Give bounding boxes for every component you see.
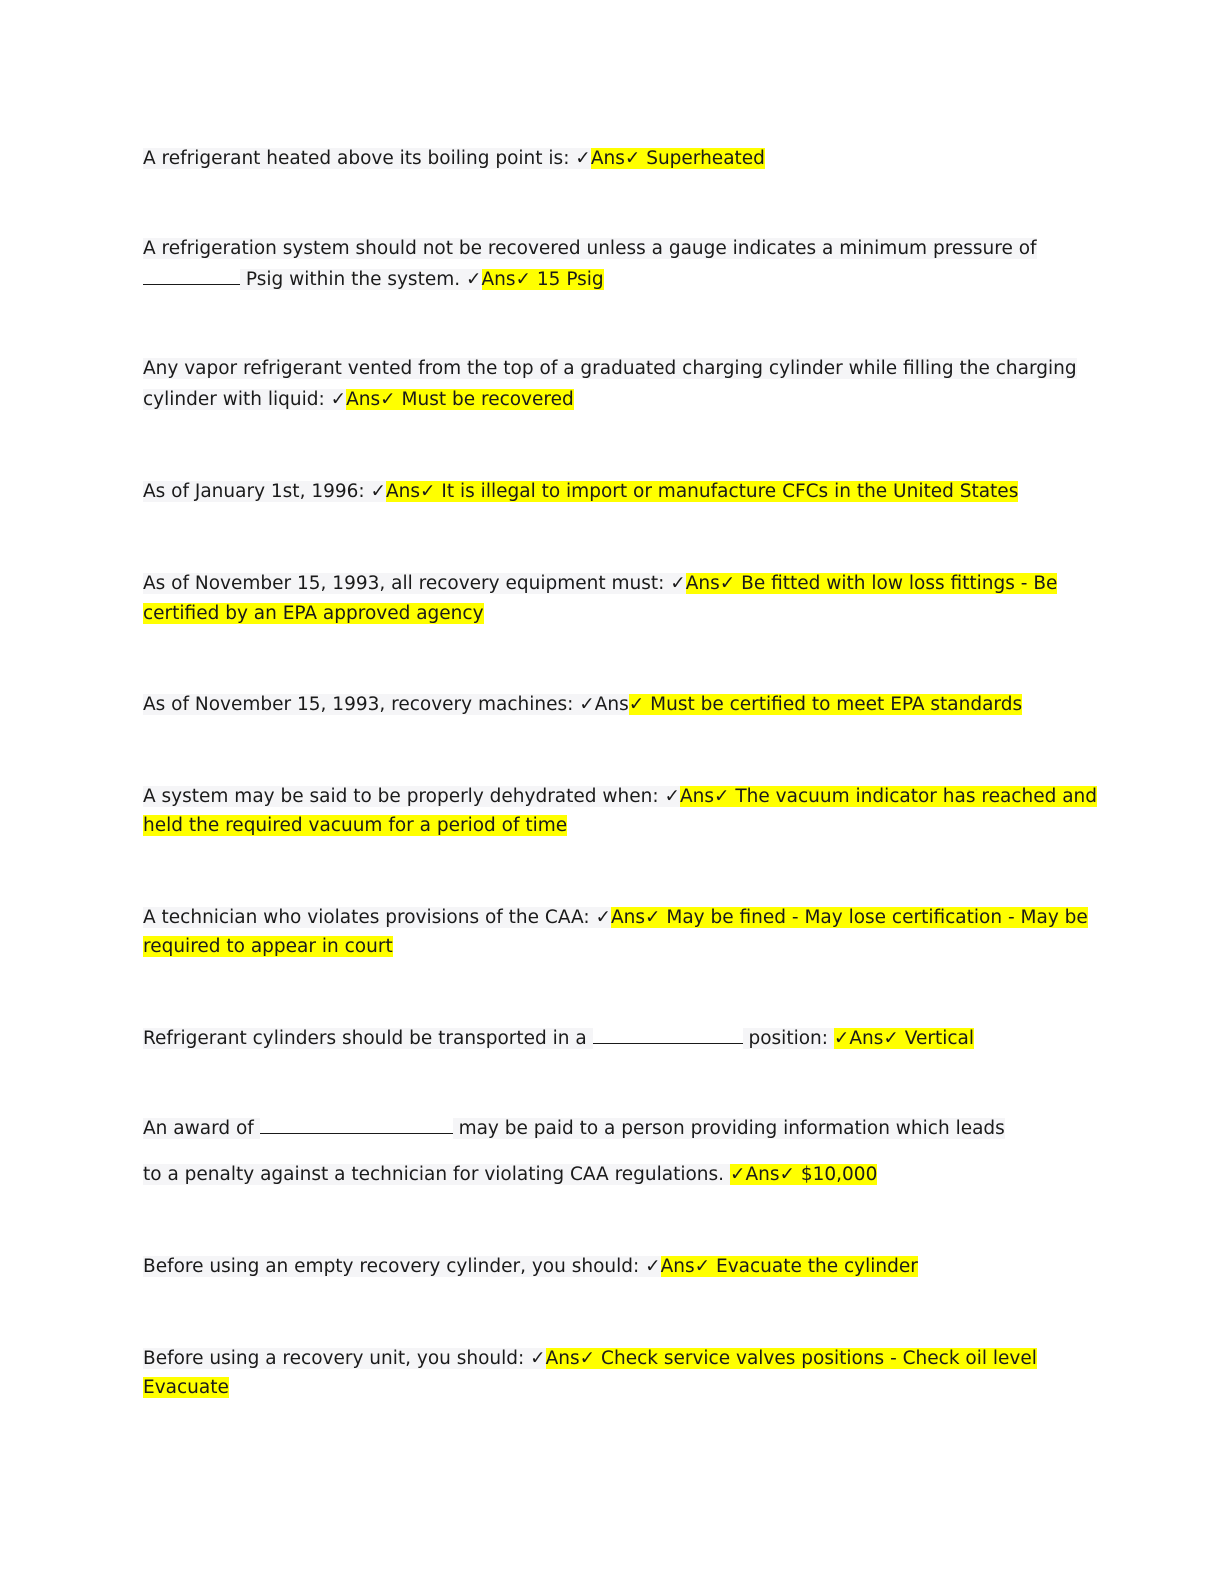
answer-highlight: Ans✓ May be fined - May lose certification - May be [610, 907, 1088, 928]
question-text: As of November 15, 1993, recovery machines: ✓Ans [143, 694, 629, 715]
question-text: As of November 15, 1993, all recovery equipment must: ✓ [143, 573, 686, 594]
question-2-line-2 [143, 264, 604, 294]
question-text: Refrigerant cylinders should be transported in a [143, 1028, 593, 1049]
question-text: Before using an empty recovery cylinder, you should: ✓ [143, 1256, 661, 1277]
question-12-line-2 [143, 1373, 229, 1403]
question-text: Before using a recovery unit, you should: ✓ [143, 1348, 546, 1369]
answer-highlight: held the required vacuum for a period of time [143, 815, 568, 836]
answer-highlight: Ans✓ Must be recovered [346, 389, 574, 410]
question-10-line-1 [143, 1113, 1005, 1143]
question-8-line-2 [143, 932, 393, 962]
answer-highlight: ✓ Must be certified to meet EPA standards [628, 694, 1023, 715]
question-text: A refrigeration system should not be recovered unless a gauge indicates a minimum pressure of [143, 238, 1037, 259]
question-8-line-1 [143, 903, 1088, 933]
question-text: A system may be said to be properly dehydrated when: ✓ [143, 786, 680, 807]
question-text: Psig within the system. ✓ [240, 269, 482, 290]
question-3-line-2 [143, 385, 574, 415]
question-text: cylinder with liquid: ✓ [143, 389, 347, 410]
answer-highlight: Evacuate [143, 1377, 229, 1398]
question-2-line-1 [143, 234, 1037, 264]
question-text: may be paid to a person providing information which leads [452, 1118, 1005, 1139]
answer-highlight: Ans✓ Superheated [590, 148, 765, 169]
question-text: A refrigerant heated above its boiling point is: ✓ [143, 148, 591, 169]
answer-highlight: ✓Ans✓ Vertical [833, 1028, 975, 1049]
answer-highlight: Ans✓ Check service valves positions - Check oil level [545, 1348, 1037, 1369]
question-5-line-2 [143, 599, 484, 629]
question-11 [143, 1252, 918, 1282]
question-7-line-1 [143, 782, 1097, 812]
question-text: Any vapor refrigerant vented from the top of a graduated charging cylinder while filling the charging [143, 358, 1077, 379]
fill-in-blank [260, 1113, 453, 1134]
question-4 [143, 477, 1018, 507]
answer-highlight: Ans✓ The vacuum indicator has reached and [679, 786, 1098, 807]
question-text: position: [742, 1028, 834, 1049]
fill-in-blank [593, 1023, 743, 1044]
answer-highlight: ✓Ans✓ $10,000 [729, 1164, 878, 1185]
answer-highlight: required to appear in court [143, 936, 393, 957]
answer-highlight: Ans✓ Evacuate the cylinder [660, 1256, 918, 1277]
question-text: An award of [143, 1118, 260, 1139]
question-text: A technician who violates provisions of the CAA: ✓ [143, 907, 611, 928]
question-6 [143, 690, 1022, 720]
answer-highlight: Ans✓ 15 Psig [481, 269, 604, 290]
question-12-line-1 [143, 1344, 1037, 1374]
answer-highlight: Ans✓ It is illegal to import or manufacture CFCs in the United States [386, 481, 1019, 502]
question-text: As of January 1st, 1996: ✓ [143, 481, 387, 502]
question-5-line-1 [143, 569, 1057, 599]
question-text: to a penalty against a technician for violating CAA regulations. [143, 1164, 730, 1185]
answer-highlight: Ans✓ Be fitted with low loss fittings - Be [685, 573, 1058, 594]
question-1 [143, 144, 765, 174]
answer-highlight: certified by an EPA approved agency [143, 603, 484, 624]
question-3-line-1 [143, 354, 1077, 384]
question-9 [143, 1023, 974, 1053]
question-10-line-2 [143, 1160, 877, 1190]
question-7-line-2 [143, 811, 567, 841]
fill-in-blank [143, 264, 240, 285]
